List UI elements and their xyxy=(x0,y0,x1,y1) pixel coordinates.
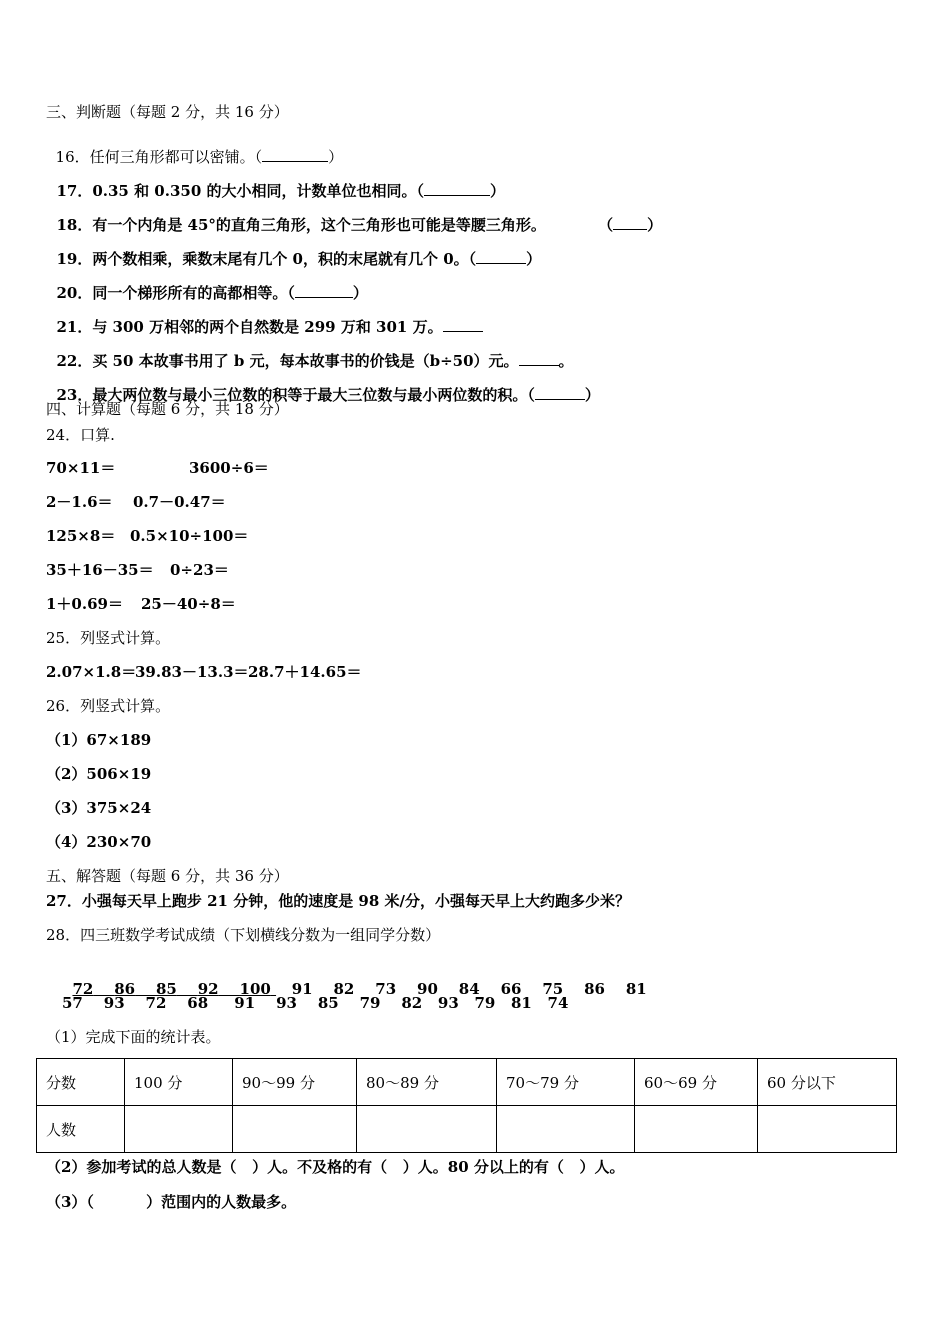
question-26-title: 26．列竖式计算。 xyxy=(46,697,171,715)
question-text: 买 50 本故事书用了 b 元，每本故事书的价钱是（b÷50）元。 xyxy=(92,352,519,370)
table-answer-cell[interactable] xyxy=(233,1106,357,1153)
question-24-title: 24．口算. xyxy=(46,426,115,444)
calc-expr: 39.83－13.3＝ xyxy=(135,663,249,681)
calc-expr: 28.7＋14.65＝ xyxy=(248,663,362,681)
table-answer-cell[interactable] xyxy=(497,1106,635,1153)
score: 93 xyxy=(276,994,297,1012)
q28-part-1: （1）完成下面的统计表。 xyxy=(46,1028,221,1046)
calc-expr: 25－40÷8＝ xyxy=(141,595,236,613)
table-row xyxy=(37,1106,897,1153)
oral-calc-row-4 xyxy=(46,560,229,580)
question-tail: ） xyxy=(490,182,506,200)
calc-expr: 2.07×1.8＝ xyxy=(46,663,137,681)
question-number: 17． xyxy=(56,182,93,200)
table-header-cell: 60～69 分 xyxy=(635,1059,758,1106)
score: 100 xyxy=(239,980,271,998)
answer-blank[interactable] xyxy=(519,351,559,366)
question-number: 16． xyxy=(55,148,90,166)
answer-blank[interactable] xyxy=(424,181,490,196)
question-tail: ） xyxy=(328,148,344,166)
question-number: 18． xyxy=(56,216,93,234)
calc-expr: 1＋0.69＝ xyxy=(46,595,123,613)
question-text: 有一个内角是 45°的直角三角形，这个三角形也可能是等腰三角形。 （ xyxy=(92,216,614,234)
score: 74 xyxy=(547,994,569,1012)
question-text: 两个数相乘，乘数末尾有几个 0，积的末尾就有几个 0。（ xyxy=(92,250,477,268)
question-text: 同一个梯形所有的高都相等。（ xyxy=(92,284,295,302)
score: 72 xyxy=(145,994,167,1012)
q26-item-4: （4）230×70 xyxy=(46,833,152,851)
answer-blank[interactable] xyxy=(476,249,526,264)
question-text: 最大两位数与最小三位数的积等于最大三位数与最小两位数的积。（ xyxy=(92,386,535,404)
table-answer-cell[interactable] xyxy=(125,1106,233,1153)
q26-item-3: （3）375×24 xyxy=(46,799,152,817)
question-tail: ） xyxy=(526,250,542,268)
calc-expr: 0.5×10÷100＝ xyxy=(130,527,249,545)
question-number: 22． xyxy=(56,352,93,370)
question-text: 任何三角形都可以密铺。（ xyxy=(89,148,263,166)
q28-part-3: （3）（ ）范围内的人数最多。 xyxy=(46,1193,297,1211)
question-25-title: 25．列竖式计算。 xyxy=(46,629,171,647)
score: 81 xyxy=(625,980,647,998)
score: 73 xyxy=(375,980,397,998)
score: 84 xyxy=(458,980,480,998)
answer-blank[interactable] xyxy=(295,283,353,298)
table-answer-cell[interactable] xyxy=(758,1106,897,1153)
q26-item-1: （1）67×189 xyxy=(46,731,152,749)
score: 91 xyxy=(291,980,313,998)
score: 93 xyxy=(437,994,459,1012)
score: 93 xyxy=(103,994,125,1012)
score: 72 xyxy=(72,980,94,998)
calc-expr: 70×11＝ xyxy=(46,459,116,477)
table-header-cell: 80～89 分 xyxy=(357,1059,497,1106)
question-text: 与 300 万相邻的两个自然数是 299 万和 301 万。 xyxy=(92,318,443,336)
table-header-row xyxy=(37,1059,897,1106)
calc-expr: 125×8＝ xyxy=(46,527,116,545)
answer-blank[interactable] xyxy=(535,385,585,400)
question-number: 21． xyxy=(56,318,93,336)
score: 79 xyxy=(359,994,381,1012)
score: 90 xyxy=(417,980,438,998)
vertical-calc-row xyxy=(46,662,362,682)
oral-calc-row-2 xyxy=(46,492,226,512)
table-header-cell: 90～99 分 xyxy=(233,1059,357,1106)
score: 82 xyxy=(401,994,423,1012)
section4-heading: 四、计算题（每题 6 分，共 18 分） xyxy=(46,400,289,418)
answer-blank[interactable] xyxy=(262,147,328,162)
score: 85 xyxy=(317,994,339,1012)
oral-calc-row-5 xyxy=(46,594,236,614)
score-row-2 xyxy=(62,993,568,1013)
table-row-label: 人数 xyxy=(37,1106,125,1153)
score: 92 xyxy=(197,980,219,998)
calc-expr: 0÷23＝ xyxy=(170,561,229,579)
oral-calc-row-1 xyxy=(46,458,269,478)
score: 79 xyxy=(474,994,496,1012)
q28-part-2: （2）参加考试的总人数是（ ）人。不及格的有（ ）人。80 分以上的有（ ）人。 xyxy=(46,1158,625,1176)
section5-heading: 五、解答题（每题 6 分，共 36 分） xyxy=(46,867,289,885)
answer-blank[interactable] xyxy=(613,215,647,230)
table-header-cell: 分数 xyxy=(37,1059,125,1106)
calc-expr: 0.7－0.47＝ xyxy=(133,493,226,511)
section3-heading: 三、判断题（每题 2 分，共 16 分） xyxy=(46,103,289,121)
calc-expr: 2－1.6＝ xyxy=(46,493,113,511)
score: 75 xyxy=(542,980,564,998)
oral-calc-row-3 xyxy=(46,526,249,546)
score: 85 xyxy=(155,980,177,998)
statistics-table xyxy=(36,1058,897,1153)
table-answer-cell[interactable] xyxy=(357,1106,497,1153)
question-number: 23． xyxy=(56,386,93,404)
question-28-title: 28．四三班数学考试成绩（下划横线分数为一组同学分数） xyxy=(46,926,441,944)
table-header-cell: 60 分以下 xyxy=(758,1059,897,1106)
question-number: 19． xyxy=(56,250,93,268)
score: 57 xyxy=(62,994,83,1012)
question-tail: ） xyxy=(584,386,600,404)
score: 82 xyxy=(333,980,355,998)
score: 68 xyxy=(187,994,209,1012)
answer-blank[interactable] xyxy=(443,317,483,332)
table-header-cell: 100 分 xyxy=(125,1059,233,1106)
score: 86 xyxy=(584,980,605,998)
question-tail: ） xyxy=(352,284,368,302)
question-tail: ） xyxy=(647,216,663,234)
table-answer-cell[interactable] xyxy=(635,1106,758,1153)
calc-expr: 3600÷6＝ xyxy=(189,459,269,477)
question-number: 20． xyxy=(56,284,93,302)
table-header-cell: 70～79 分 xyxy=(497,1059,635,1106)
score: 66 xyxy=(500,980,522,998)
question-tail: 。 xyxy=(558,352,574,370)
q26-item-2: （2）506×19 xyxy=(46,765,152,783)
question-27: 27．小强每天早上跑步 21 分钟，他的速度是 98 米/分，小强每天早上大约跑多少米？ xyxy=(46,892,630,910)
question-text: 0.35 和 0.350 的大小相同，计数单位也相同。（ xyxy=(92,182,424,200)
score: 91 xyxy=(234,994,256,1012)
score: 86 xyxy=(114,980,136,998)
calc-expr: 35＋16－35＝ xyxy=(46,561,154,579)
score: 81 xyxy=(511,994,532,1012)
